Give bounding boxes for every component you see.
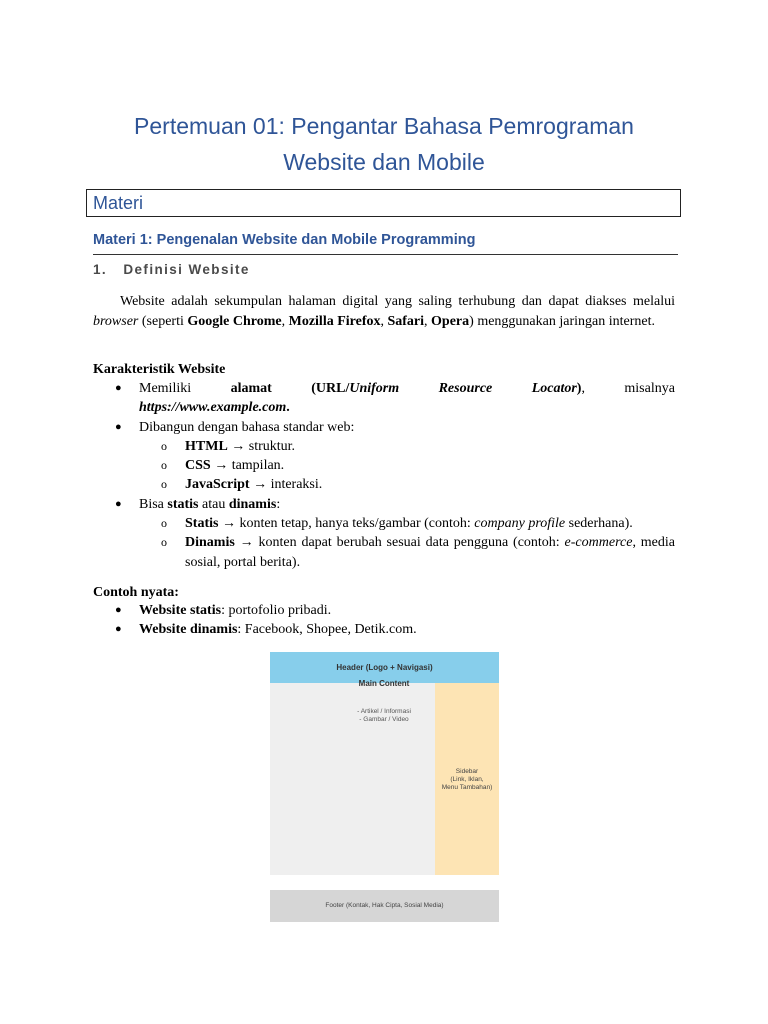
website-layout-diagram (270, 652, 499, 924)
sublist (139, 437, 675, 495)
circle-bullet-icon: o (161, 516, 167, 531)
list-item: ● Dibangun dengan bahasa standar web: o HTML → struktur. o CSS → tampilan. o JavaScript → interaksi. (93, 418, 675, 495)
sublist-item: o JavaScript → interaksi. (139, 475, 675, 494)
circle-bullet-icon: o (161, 477, 167, 492)
section-box-materi: Materi (86, 189, 681, 217)
diagram-header: Header (Logo + Navigasi) (270, 652, 499, 683)
circle-bullet-icon: o (161, 458, 167, 473)
bullet-icon: ● (115, 382, 122, 394)
example-url: https://www.example.com (139, 400, 287, 416)
circle-bullet-icon: o (161, 438, 167, 453)
title-line-1: Pertemuan 01: Pengantar Bahasa Pemrograman (134, 113, 634, 139)
contoh-heading: Contoh nyata: (93, 585, 179, 600)
numbered-heading (93, 261, 250, 279)
browser-opera: Opera (431, 313, 470, 329)
list-item: ● Website statis: portofolio pribadi. (93, 601, 675, 620)
diagram-main-title: Main Content (358, 679, 410, 688)
sublist-item: o Statis → konten tetap, hanya teks/gambar (contoh: company profile sederhana). (139, 514, 675, 533)
list-item: ● Website dinamis: Facebook, Shopee, Detik.com. (93, 620, 675, 639)
circle-bullet-icon: o (161, 535, 167, 550)
sublist-item: o Dinamis → konten dapat berubah sesuai data pengguna (contoh: e-commerce, media sosial, portal berita). (161, 535, 675, 570)
browser-chrome: Google Chrome (187, 313, 282, 329)
sublist-item: o CSS → tampilan. (139, 456, 675, 475)
karakteristik-list (93, 379, 675, 572)
browser-term: browser (93, 313, 139, 329)
bullet-icon: ● (115, 497, 122, 510)
sublist-item: o HTML → struktur. (139, 437, 675, 456)
diagram-sidebar-text: Sidebar (Link, Iklan, Menu Tambahan) (441, 768, 493, 791)
sublist (139, 514, 675, 572)
heading-number: 1. (93, 262, 108, 277)
diagram-main-lines: - Artikel / Informasi - Gambar / Video (357, 708, 411, 723)
browser-firefox: Mozilla Firefox (288, 313, 381, 329)
subsection-heading: Materi 1: Pengenalan Website dan Mobile Programming (93, 230, 678, 255)
list-item: ● Bisa statis atau dinamis: o Statis → konten tetap, hanya teks/gambar (contoh: company profile sederhana). o Dinamis → konten dapat berubah sesuai data pengguna (contoh: e-commerce, media sosial, portal berita). (93, 495, 675, 572)
diagram-footer: Footer (Kontak, Hak Cipta, Sosial Media) (270, 890, 499, 922)
browser-safari: Safari (387, 313, 425, 329)
diagram-sidebar (435, 683, 499, 875)
bullet-icon: ● (115, 623, 122, 636)
title-line-2: Website dan Mobile (283, 149, 485, 175)
contoh-list (93, 601, 675, 640)
heading-text: Definisi Website (123, 262, 250, 277)
bullet-icon: ● (115, 420, 122, 433)
definition-paragraph: Website adalah sekumpulan halaman digital yang saling terhubung dan dapat diakses melalui browser (seperti Google Chrome, Mozilla Firefox, Safari, Opera) menggunakan jaringan internet. (93, 294, 675, 329)
list-item: ● Memiliki alamat (URL/Uniform Resource Locator), misalnya https://www.example.com. (115, 381, 675, 416)
bullet-icon: ● (115, 604, 122, 616)
karakteristik-heading: Karakteristik Website (93, 362, 226, 377)
page-title (0, 108, 768, 180)
